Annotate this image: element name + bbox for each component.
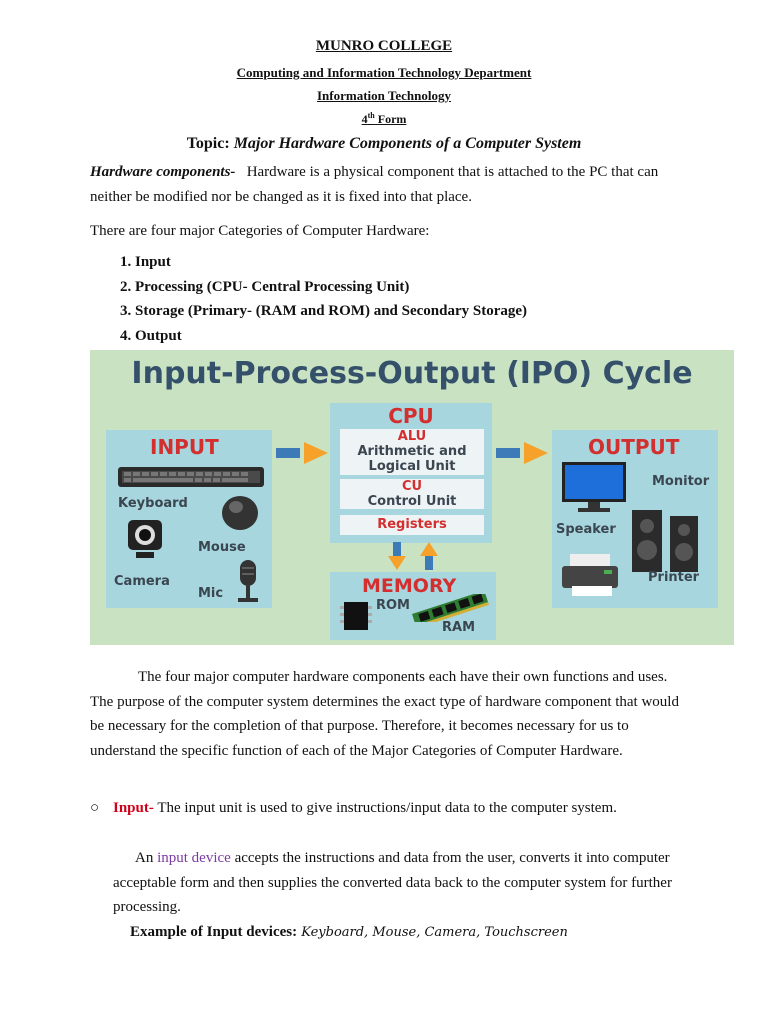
form-label: Form bbox=[377, 112, 407, 126]
topic-prefix: Topic: bbox=[186, 135, 234, 152]
input-box bbox=[106, 430, 272, 608]
alu-panel bbox=[340, 429, 484, 475]
examples-label: Example of Input devices: bbox=[130, 924, 298, 940]
subject-name: Information Technology bbox=[317, 88, 451, 103]
form-suffix: th bbox=[367, 111, 375, 120]
registers-panel bbox=[340, 515, 484, 535]
input-label: Input- bbox=[113, 800, 154, 816]
intro-text: Hardware is a physical component that is attached to the PC that can neither be modified nor be changed as it is fixed into that place. bbox=[90, 164, 662, 205]
intro-lead: Hardware components- bbox=[90, 164, 236, 180]
cu-panel bbox=[340, 479, 484, 509]
microphone-icon bbox=[232, 558, 264, 606]
speaker-label: Speaker bbox=[556, 522, 616, 537]
rom-chip-icon bbox=[338, 598, 374, 634]
alu-desc: Arithmetic and bbox=[357, 444, 467, 459]
ipo-cycle-figure bbox=[90, 350, 734, 645]
rom-label: ROM bbox=[376, 598, 410, 613]
monitor-icon bbox=[560, 460, 628, 514]
topic-heading bbox=[0, 135, 768, 153]
list-item: 3. Storage (Primary- (RAM and ROM) and Secondary Storage) bbox=[135, 299, 735, 324]
arrow-right-icon bbox=[496, 442, 548, 464]
form-number: 4 bbox=[361, 112, 368, 126]
form-level bbox=[0, 111, 768, 127]
device-post: accepts the instructions and data from the user, converts it into computer acceptable form and then supplies the converted data back to the computer system for further processing. bbox=[113, 850, 672, 915]
topic-title: Major Hardware Components of a Computer System bbox=[233, 135, 582, 152]
alu-title: ALU bbox=[397, 429, 427, 444]
keyboard-icon bbox=[116, 464, 266, 490]
camera-icon bbox=[124, 518, 166, 562]
output-title: OUTPUT bbox=[588, 435, 680, 459]
figure-title: Input-Process-Output (IPO) Cycle bbox=[131, 356, 693, 391]
list-item: 2. Processing (CPU- Central Processing Unit) bbox=[135, 275, 735, 300]
cu-title: CU bbox=[401, 479, 423, 494]
mouse-icon bbox=[218, 492, 262, 534]
camera-label: Camera bbox=[114, 574, 170, 589]
arrow-right-icon bbox=[276, 442, 328, 464]
ram-stick-icon bbox=[408, 594, 492, 622]
printer-icon bbox=[560, 552, 622, 600]
keyboard-label: Keyboard bbox=[118, 496, 188, 511]
input-device-paragraph bbox=[113, 846, 693, 920]
output-box bbox=[552, 430, 718, 608]
input-examples bbox=[130, 920, 730, 946]
speaker-icon bbox=[628, 508, 704, 578]
input-title: INPUT bbox=[150, 435, 219, 459]
cpu-box bbox=[330, 403, 492, 543]
registers-label: Registers bbox=[377, 517, 447, 532]
ram-label: RAM bbox=[442, 620, 476, 635]
body-paragraph: The four major computer hardware components each have their own functions and uses. The purpose of the computer system determines the exact type of hardware component that would be necessary for the completion of that purpose. Therefore, it becomes necessary for us to understand the specific function of each of the Major Categories of Computer Hardware. bbox=[90, 669, 679, 759]
list-item: 4. Output bbox=[135, 324, 735, 349]
memory-box bbox=[330, 572, 496, 640]
bullet-marker: ○ bbox=[90, 800, 100, 816]
mic-label: Mic bbox=[198, 586, 224, 601]
arrow-updown-icon bbox=[388, 542, 438, 572]
monitor-label: Monitor bbox=[652, 474, 710, 489]
device-pre: An bbox=[135, 850, 158, 866]
mouse-label: Mouse bbox=[198, 540, 246, 555]
categories-intro: There are four major Categories of Computer Hardware: bbox=[90, 223, 430, 239]
intro-paragraph bbox=[90, 160, 690, 209]
department-name: Computing and Information Technology Department bbox=[236, 65, 532, 80]
printer-label: Printer bbox=[648, 570, 700, 585]
input-device-term: input device bbox=[157, 850, 231, 866]
cu-desc: Control Unit bbox=[367, 494, 457, 509]
input-definition bbox=[113, 796, 683, 821]
list-item: 1. Input bbox=[135, 250, 735, 275]
examples-list: Keyboard, Mouse, Camera, Touchscreen bbox=[297, 925, 568, 940]
categories-list bbox=[90, 250, 735, 348]
college-name: MUNRO COLLEGE bbox=[315, 38, 453, 54]
memory-title: MEMORY bbox=[362, 575, 457, 597]
alu-desc: Logical Unit bbox=[368, 459, 456, 474]
cpu-title: CPU bbox=[388, 404, 434, 428]
input-text: The input unit is used to give instructions/input data to the computer system. bbox=[153, 800, 617, 816]
